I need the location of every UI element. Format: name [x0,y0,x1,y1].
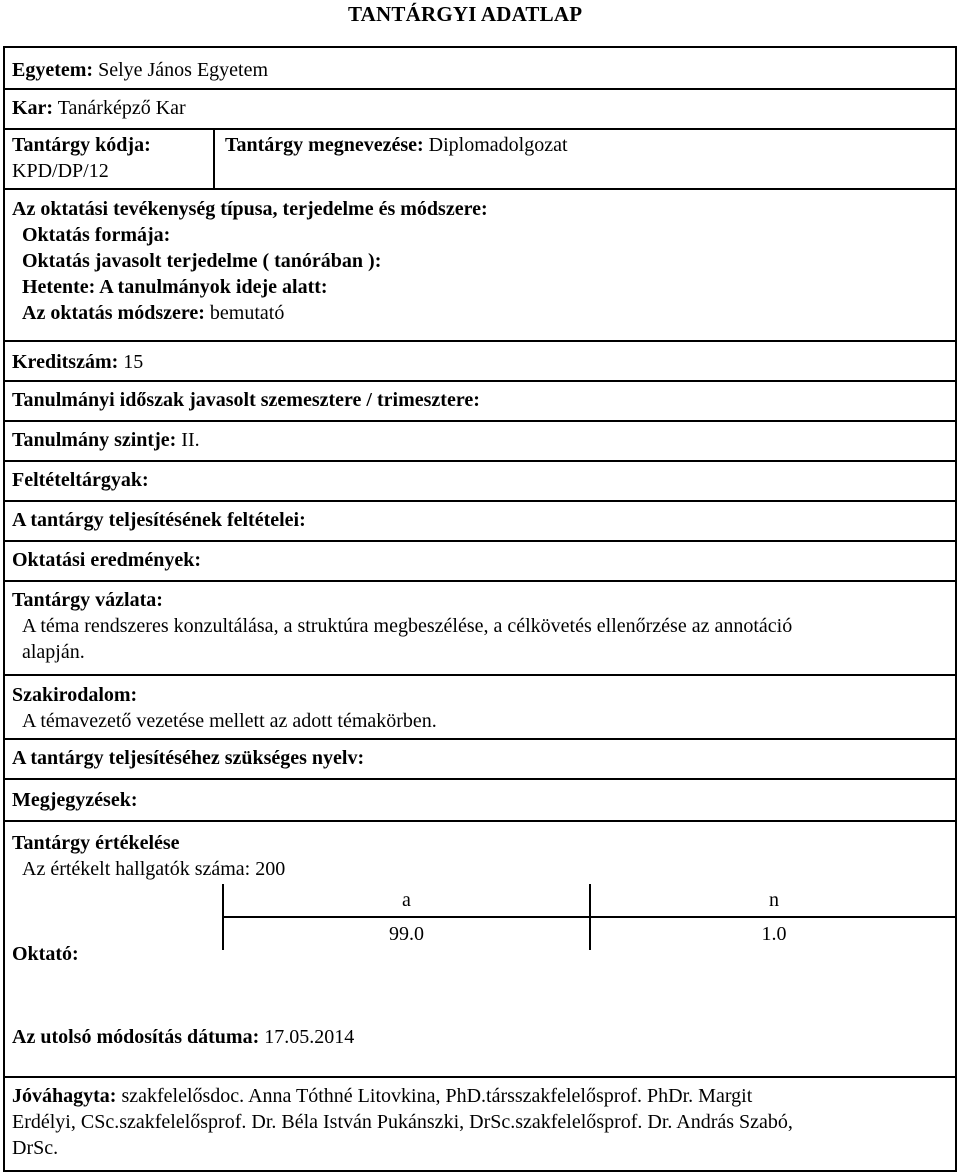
grade-a-header: a [223,884,590,917]
level-label: Tanulmány szintje: [12,429,177,451]
teaching-method-value: bemutató [209,302,285,324]
course-code-value: KPD/DP/12 [12,160,109,182]
course-name-label: Tantárgy megnevezése: [225,134,424,156]
teaching-heading: Az oktatási tevékenység típusa, terjedelme és módszere: [12,198,488,220]
faculty-label: Kar: [12,97,54,119]
grade-header-row [223,884,957,917]
prerequisites-row [5,462,955,502]
approved-row [5,1078,955,1170]
language-row [5,740,955,780]
notes-label: Megjegyzések: [12,789,138,811]
approved-line-2: Erdélyi, CSc.szakfelelősprof. Dr. Béla István Pukánszki, DrSc.szakfelelősprof. Dr. András Szabó, [12,1111,793,1133]
course-code-row [5,130,955,190]
page-title: TANTÁRGYI ADATLAP [348,2,583,26]
approved-line-3: DrSc. [12,1137,59,1159]
teaching-weekly-label: Hetente: [22,276,96,298]
semester-row [5,382,955,422]
results-label: Oktatási eredmények: [12,549,202,571]
evaluation-count: Az értékelt hallgatók száma: 200 [22,858,286,880]
semester-label: Tanulmányi időszak javasolt szemesztere / trimesztere: [12,389,480,411]
credits-value: 15 [123,351,144,373]
teaching-method-label: Az oktatás módszere: [22,302,205,324]
faculty-value: Tanárképző Kar [57,97,186,119]
university-label: Egyetem: [12,59,94,81]
teaching-form-label: Oktatás formája: [22,224,171,246]
course-name-value: Diplomadolgozat [428,134,568,156]
grade-n-percent: 1.0 [590,917,957,950]
course-name-cell [215,130,568,188]
level-value: II. [181,429,200,451]
grade-percent-row [223,917,957,950]
outline-text-line-1: A téma rendszeres konzultálása, a struktúra megbeszélése, a célkövetés ellenőrzése az annotáció [22,615,793,637]
literature-row [5,676,955,740]
university-value: Selye János Egyetem [98,59,269,81]
course-code-label: Tantárgy kódja: [12,134,151,156]
teacher-label: Oktató: [12,943,79,965]
outline-text-line-2: alapján. [22,641,85,663]
literature-text: A témavezető vezetése mellett az adott témakörben. [22,710,437,732]
outline-label: Tantárgy vázlata: [12,589,163,611]
conditions-label: A tantárgy teljesítésének feltételei: [12,509,306,531]
outline-row [5,582,955,676]
grade-n-header: n [590,884,957,917]
university-row [5,48,955,90]
teaching-scope-label: Oktatás javasolt terjedelme ( tanórában ): [22,250,382,272]
credits-label: Kreditszám: [12,351,119,373]
course-code-cell [5,130,215,188]
teaching-method-row [5,190,955,342]
teaching-total-label: A tanulmányok ideje alatt: [99,276,328,298]
approved-label: Jóváhagyta: [12,1085,117,1107]
results-row [5,542,955,582]
faculty-row [5,90,955,130]
level-row [5,422,955,462]
conditions-row [5,502,955,542]
grade-distribution-table [222,884,957,950]
evaluation-label: Tantárgy értékelése [12,832,180,854]
last-modified-label: Az utolsó módosítás dátuma: [12,1026,260,1048]
language-label: A tantárgy teljesítéséhez szükséges nyelv: [12,747,365,769]
prerequisites-label: Feltételtárgyak: [12,469,149,491]
evaluation-row [5,822,955,1078]
literature-label: Szakirodalom: [12,684,138,706]
last-modified-value: 17.05.2014 [264,1026,355,1048]
notes-row [5,780,955,822]
approved-line-1: szakfelelősdoc. Anna Tóthné Litovkina, PhD.társszakfelelősprof. PhDr. Margit [121,1085,753,1107]
credits-row [5,342,955,382]
course-data-sheet [3,46,957,1172]
grade-a-percent: 99.0 [223,917,590,950]
